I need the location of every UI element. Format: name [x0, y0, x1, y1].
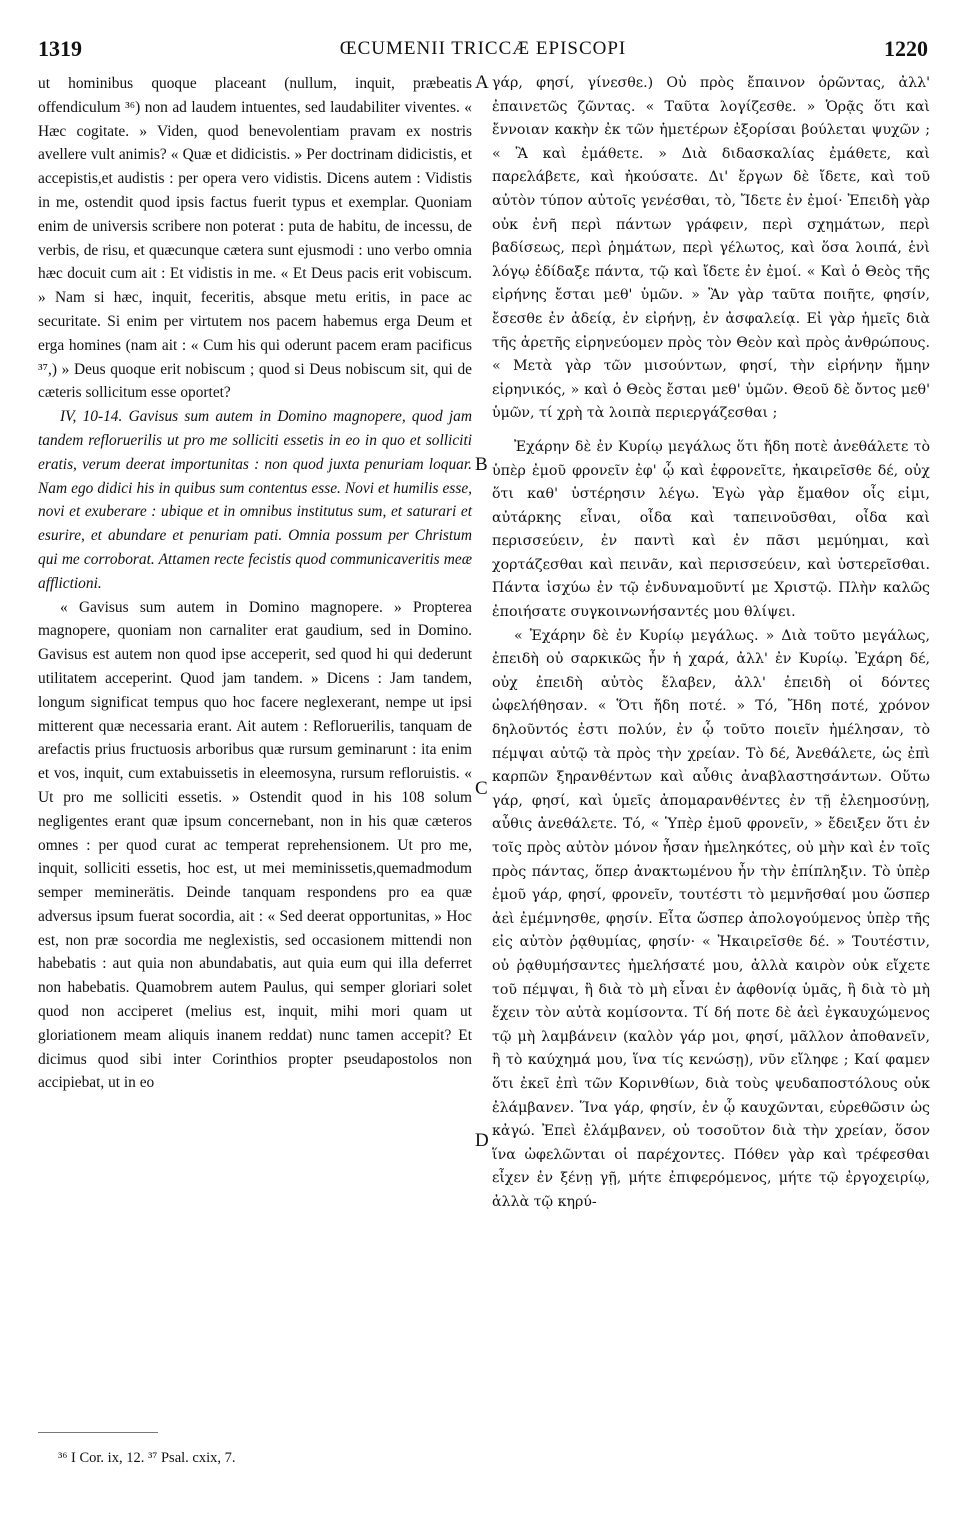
latin-column — [38, 72, 472, 1095]
latin-paragraph-2: IV, 10-14. Gavisus sum autem in Domino magnopere, quod jam tandem refloruerilis ut pro me solliciti essetis in eo in quo et solliciti eratis, verum deerat importunitas : non quod juxta penuriam loquar. Nam ego didici his in quibus sum contentus esse. Novi et humilis esse, novi et exuberare : ubique et in omnibus institutus sum, et saturari et esurire, et abundare et penuriam pati. Omnia possum per Christum qui me corroborat. Attamen recte fecistis quod communicaveritis meæ afflictioni. — [38, 408, 472, 592]
footnote-rule — [38, 1432, 158, 1433]
page-number-left: 1319 — [38, 36, 82, 61]
greek-paragraph-2: Ἐχάρην δὲ ἐν Κυρίῳ μεγάλως ὅτι ἤδη ποτὲ ἀνεθάλετε τὸ ὑπὲρ ἐμοῦ φρονεῖν ἐφ' ᾧ καὶ ἐφρονεῖτε, ἠκαιρεῖσθε δέ, οὐχ ὅτι καθ' ὑστέρησιν λέγω. Ἐγὼ γὰρ ἔμαθον οἷς εἰμι, αὐτάρκης εἶναι, οἶδα καὶ ταπεινοῦσθαι, οἶδα καὶ περισσεύειν, ἐν παντὶ καὶ ἐν πᾶσι μεμύημαι, καὶ χορτάζεσθαι καὶ πεινᾶν, καὶ περισσεύειν, καὶ ὑστερεῖσθαι. Πάντα ἰσχύω ἐν τῷ ἐνδυναμοῦντί με Χριστῷ. Πλὴν καλῶς ἐποιήσατε συγκοινωνήσαντές μου θλίψει. — [492, 438, 930, 621]
section-marker-c: C — [475, 778, 488, 799]
greek-column — [492, 72, 930, 1215]
footnote: ³⁶ I Cor. ix, 12. ³⁷ Psal. cxix, 7. — [58, 1450, 236, 1466]
latin-paragraph-3: « Gavisus sum autem in Domino magnopere. » Propterea magnopere, quoniam non carnaliter erat gaudium, sed in Domino. Gavisus est autem non quod ipse acceperit, sed quod hi qui dederunt utilitatem acceperint. Quod jam tandem. » Dicens : Jam tandem, longum significat tempus quo hoc facere neglexerant, nempe ut ipsi mitterent quæ necessaria erant. Ait autem : Refloruerilis, tanquam de arefactis prius fructuosis arboribus quæ rursum geminarunt : ita enim et vos, inquit, cum extabuissetis in eleemosyna, rursum refloruistis. « Ut pro me solliciti essetis. » Ostendit quod in his 108 solum negligentes erant quæ ipsum concernebant, non in his quæ cæteros omnes : per quod curat ac temperat reprehensionem. Ut pro me, inquit, solliciti essetis, hoc est, ut mei meminissetis,quemadmodum semper meminerätis. Deinde tanquam respondens pro ea quæ adversus ipsum fuerat socordia, ait : « Sed deerat opportunitas, » Hoc est, non præ socordia me neglexistis, sed occasionem mittendi non habebatis : aut quia non abundabatis, aut quia eum qui illa deferret non habebatis. Quamobrem autem Paulus, qui semper gloriari solet quod non acciperet (melius est, inquit, mihi mori quam ut gloriationem meam aliquis inanem reddat) nunc tamen accepit? Et dicimus quod sibi inter Corinthios propter pseudapostolos non accipiebat, ut in eo — [38, 598, 472, 1092]
page-header — [38, 36, 928, 66]
section-marker-d: D — [475, 1130, 489, 1151]
section-marker-a: A — [475, 72, 489, 93]
latin-paragraph-1: ut hominibus quoque placeant (nullum, inquit, præbeatis offendiculum ³⁶) non ad laudem intuentes, sed laudabiliter viventes. « Hæc cogitate. » Viden, quod benevolentiam pravam ex nostris avellere vult animis? « Quæ et didicistis. » Per doctrinam didicistis, et accepistis,et audistis : per opera vero vidistis. Dicens autem : Vidistis in me, ostendit quod ipsis factus fuerit typus et exemplar. Quoniam enim de universis scribere non poterat : puta de habitu, de incessu, de verbis, de risu, et quæcunque cætera sunt ejusmodi : uno verbo omnia hæc docuit cum ait : Et vidistis in me. « Et Deus pacis erit vobiscum. » Nam si hæc, inquit, feceritis, absque metu eritis, in pace ac securitate. Si enim per virtutem nos pacem habemus erga Deum et erga homines (nam ait : « Cum his qui oderunt pacem eram pacificus ³⁷,) » Deus quoque erit nobiscum ; quod si Deus nobiscum sit, qui de cæteris sollicitum esse oportet? — [38, 75, 472, 402]
section-marker-b: B — [475, 454, 488, 475]
page-number-right: 1220 — [884, 36, 928, 61]
running-title: ŒCUMENII TRICCÆ EPISCOPI — [339, 38, 627, 59]
greek-paragraph-1: γάρ, φησί, γίνεσθε.) Οὐ πρὸς ἔπαινον ὁρῶντας, ἀλλ' ἐπαινετῶς ζῶντας. « Ταῦτα λογίζεσθε. » Ὁρᾷς ὅτι καὶ ἔννοιαν κακὴν ἐκ τῶν ἡμετέρων ἐξορίσαι βούλεται ψυχῶν ; « Ἃ καὶ ἐμάθετε. » Διὰ διδασκαλίας ἐμάθετε, καὶ παρελάβετε, καὶ ἠκούσατε. Δι' ἔργων δὲ ἴδετε, καὶ τοῦ αὐτὸν τύπον αὐτοῖς γενέσθαι, τὸ, Ἴδετε ἐν ἐμοί· Ἐπειδὴ γὰρ οὐκ ἐνῆ περὶ πάντων γράφειν, περὶ σχημάτων, περὶ βαδίσεως, περὶ ῥημάτων, περὶ γέλωτος, καὶ ὅσα λοιπά, ἑνὶ λόγῳ ἐδίδαξε πάντα, τῷ καὶ ἴδετε ἐν ἐμοί. « Καὶ ὁ Θεὸς τῆς εἰρήνης ἔσται μεθ' ὑμῶν. » Ἂν γὰρ ταῦτα ποιῆτε, φησίν, ἔσεσθε ἐν ἀδείᾳ, ἐν εἰρήνῃ, ἐν ἀσφαλείᾳ. Εἰ γὰρ ἡμεῖς διὰ τῆς ἀρετῆς εἰρηνεύομεν πρὸς τὸν Θεὸν καὶ πρὸς ἀνθρώπους. « Μετὰ γὰρ τῶν μισούντων, φησί, τὴν εἰρήνην ἤμην εἰρηνικός, » καὶ ὁ Θεὸς ἔσται μεθ' ὑμῶν. Θεοῦ δὲ ὄντος μεθ' ὑμῶν, τί χρὴ τὰ λοιπὰ περιεργάζεσθαι ; — [492, 75, 930, 422]
greek-paragraph-3: « Ἐχάρην δὲ ἐν Κυρίῳ μεγάλως. » Διὰ τοῦτο μεγάλως, ἐπειδὴ οὐ σαρκικῶς ἦν ἡ χαρά, ἀλλ' ἐν Κυρίῳ. Ἐχάρη δέ, οὐχ ἐπειδὴ αὐτὸς ἔλαβεν, ἀλλ' ἐπειδὴ οἱ δόντες ὠφελήθησαν. « Ὅτι ἤδη ποτέ. » Τό, Ἤδη ποτέ, χρόνον δηλοῦντός ἐστι πολύν, ἐν ᾧ τοῦτο ποιεῖν ἠμέλησαν, τὸ πέμψαι αὐτῷ τὰ πρὸς τὴν χρείαν. Τὸ δέ, Ἀνεθάλετε, ὡς ἐπὶ καρπῶν ξηρανθέντων καὶ αὖθις ἀναβλαστησάντων. Οὕτω γάρ, φησί, καὶ ὑμεῖς ἀπομαρανθέντες ἐν τῇ ἐλεημοσύνῃ, αὖθις ἀνεθάλετε. Τό, « Ὑπὲρ ἐμοῦ φρονεῖν, » ἔδειξεν ὅτι ἐν τοῖς πρὸς αὐτὸν μόνον ἦσαν ἠμεληκότες, οὐ μὴν καὶ ἐν τοῖς πρὸς πάντας, ὅπερ ἀνακτωμένου ἦν τὴν ἐπίπληξιν. Τὸ ὑπὲρ ἐμοῦ γάρ, φησί, φρονεῖν, τουτέστι τὸ μεμνῆσθαί μου ὥσπερ ἀεὶ ἐμέμνησθε, φησίν. Εἶτα ὥσπερ ἀπολογούμενος ὑπὲρ τῆς εἰς αὐτὸν ῥᾳθυμίας, φησίν· « Ἠκαιρεῖσθε δέ. » Τουτέστιν, οὐ ῥᾳθυμήσαντες ἠμελήσατέ μου, ἀλλὰ καιρὸν οὐκ εἴχετε τοῦ πέμψαι, ἢ διὰ τὸ μὴ εἶναι ἐν ἀφθονίᾳ ὑμᾶς, ἢ διὰ τὸ μὴ ἔχειν τὸν αὐτὰ κομίσοντα. Τί δή ποτε δὲ ἀεὶ ἐγκαυχώμενος τῷ μὴ λαμβάνειν (καλὸν γάρ μοι, φησί, μᾶλλον ἀποθανεῖν, ἢ τὸ καύχημά μου, ἵνα τίς κενώσῃ), νῦν εἴληφε ; Καί φαμεν ὅτι ἐκεῖ ἐπὶ τῶν Κορινθίων, διὰ τοὺς ψευδαποστόλους οὐκ ἐλάμβανεν. Ἵνα γάρ, φησίν, ἐν ᾧ καυχῶνται, εὑρεθῶσιν ὡς κἀγώ. Ἐπεὶ ἐλάμβανεν, οὐ τοσοῦτον διὰ τὴν χρείαν, ὅσον ἵνα ὠφελῶνται οἱ παρέχοντες. Πόθεν γὰρ καὶ τρέφεσθαι εἶχεν ἐν ξένῃ γῇ, μήτε ἐπιφερόμενος, μήτε τῷ ἐργοχειρίῳ, ἀλλὰ τῷ κηρύ- — [492, 627, 930, 1210]
